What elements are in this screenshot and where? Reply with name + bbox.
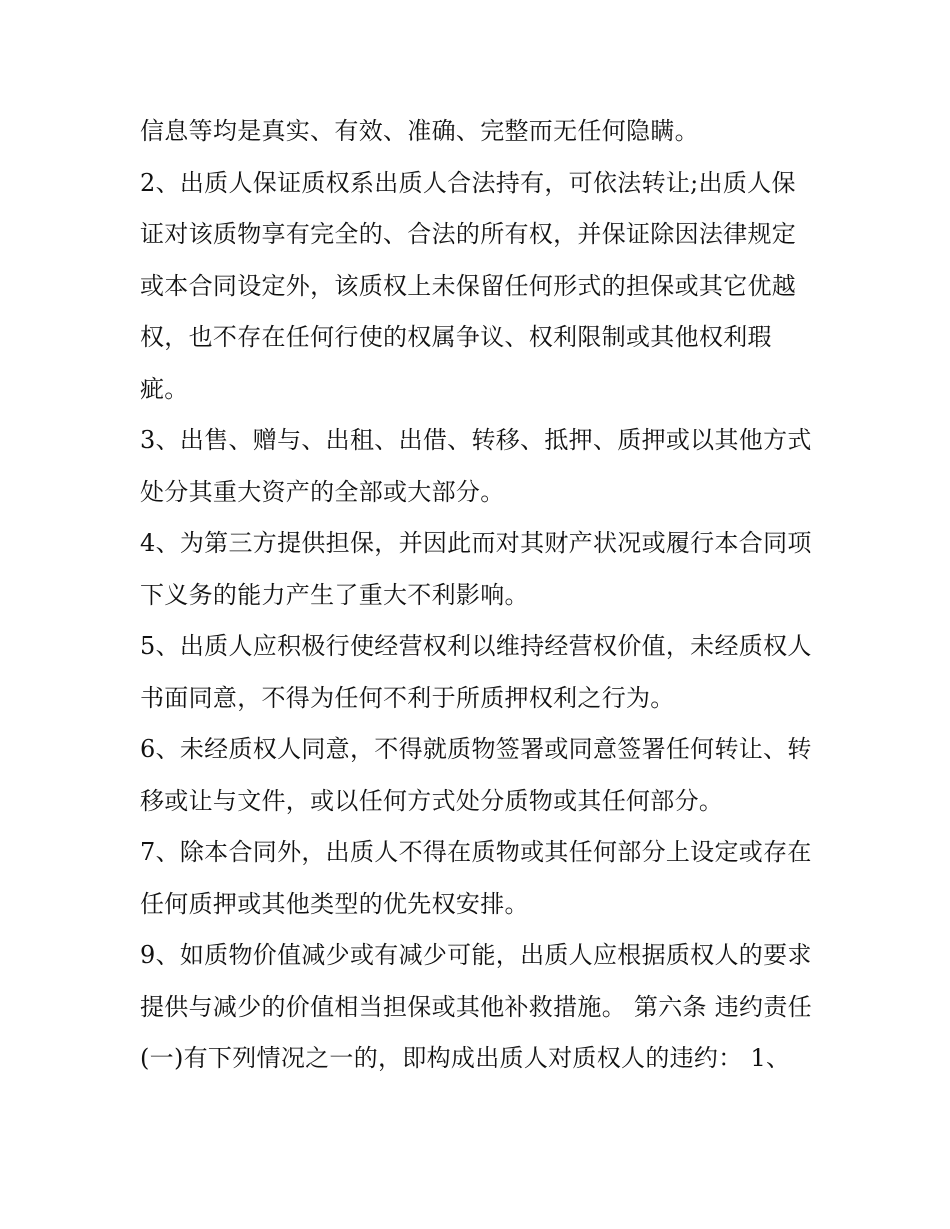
paragraph-clause-4: 4、为第三方提供担保，并因此而对其财产状况或履行本合同项下义务的能力产生了重大不利影响。	[140, 529, 812, 609]
paragraph-info-truthful: 信息等均是真实、有效、准确、完整而无任何隐瞒。	[140, 117, 699, 145]
paragraph-clause-7: 7、除本合同外，出质人不得在质物或其任何部分上设定或存在任何质押或其他类型的优先权安排。	[140, 838, 812, 918]
paragraph-clause-2: 2、出质人保证质权系出质人合法持有，可依法转让;出质人保证对该质物享有完全的、合法的所有权，并保证除因法律规定或本合同设定外，该质权上未保留任何形式的担保或其它优越权，也不存在任何行使的权属争议、权利限制或其他权利瑕疵。	[140, 168, 797, 403]
document-body	[140, 106, 820, 1085]
paragraph-clause-3: 3、出售、赠与、出租、出借、转移、抵押、质押或以其他方式处分其重大资产的全部或大部分。	[140, 426, 812, 506]
paragraph-clause-5: 5、出质人应积极行使经营权利以维持经营权价值，未经质权人书面同意，不得为任何不利于所质押权利之行为。	[140, 632, 812, 712]
paragraph-clause-9: 9、如质物价值减少或有减少可能，出质人应根据质权人的要求提供与减少的价值相当担保或其他补救措施。 第六条 违约责任	[140, 941, 812, 1021]
paragraph-clause-6: 6、未经质权人同意，不得就质物签署或同意签署任何转让、转移或让与文件，或以任何方式处分质物或其任何部分。	[140, 735, 812, 815]
paragraph-breach-intro: (一)有下列情况之一的，即构成出质人对质权人的违约： 1、	[140, 1044, 791, 1072]
